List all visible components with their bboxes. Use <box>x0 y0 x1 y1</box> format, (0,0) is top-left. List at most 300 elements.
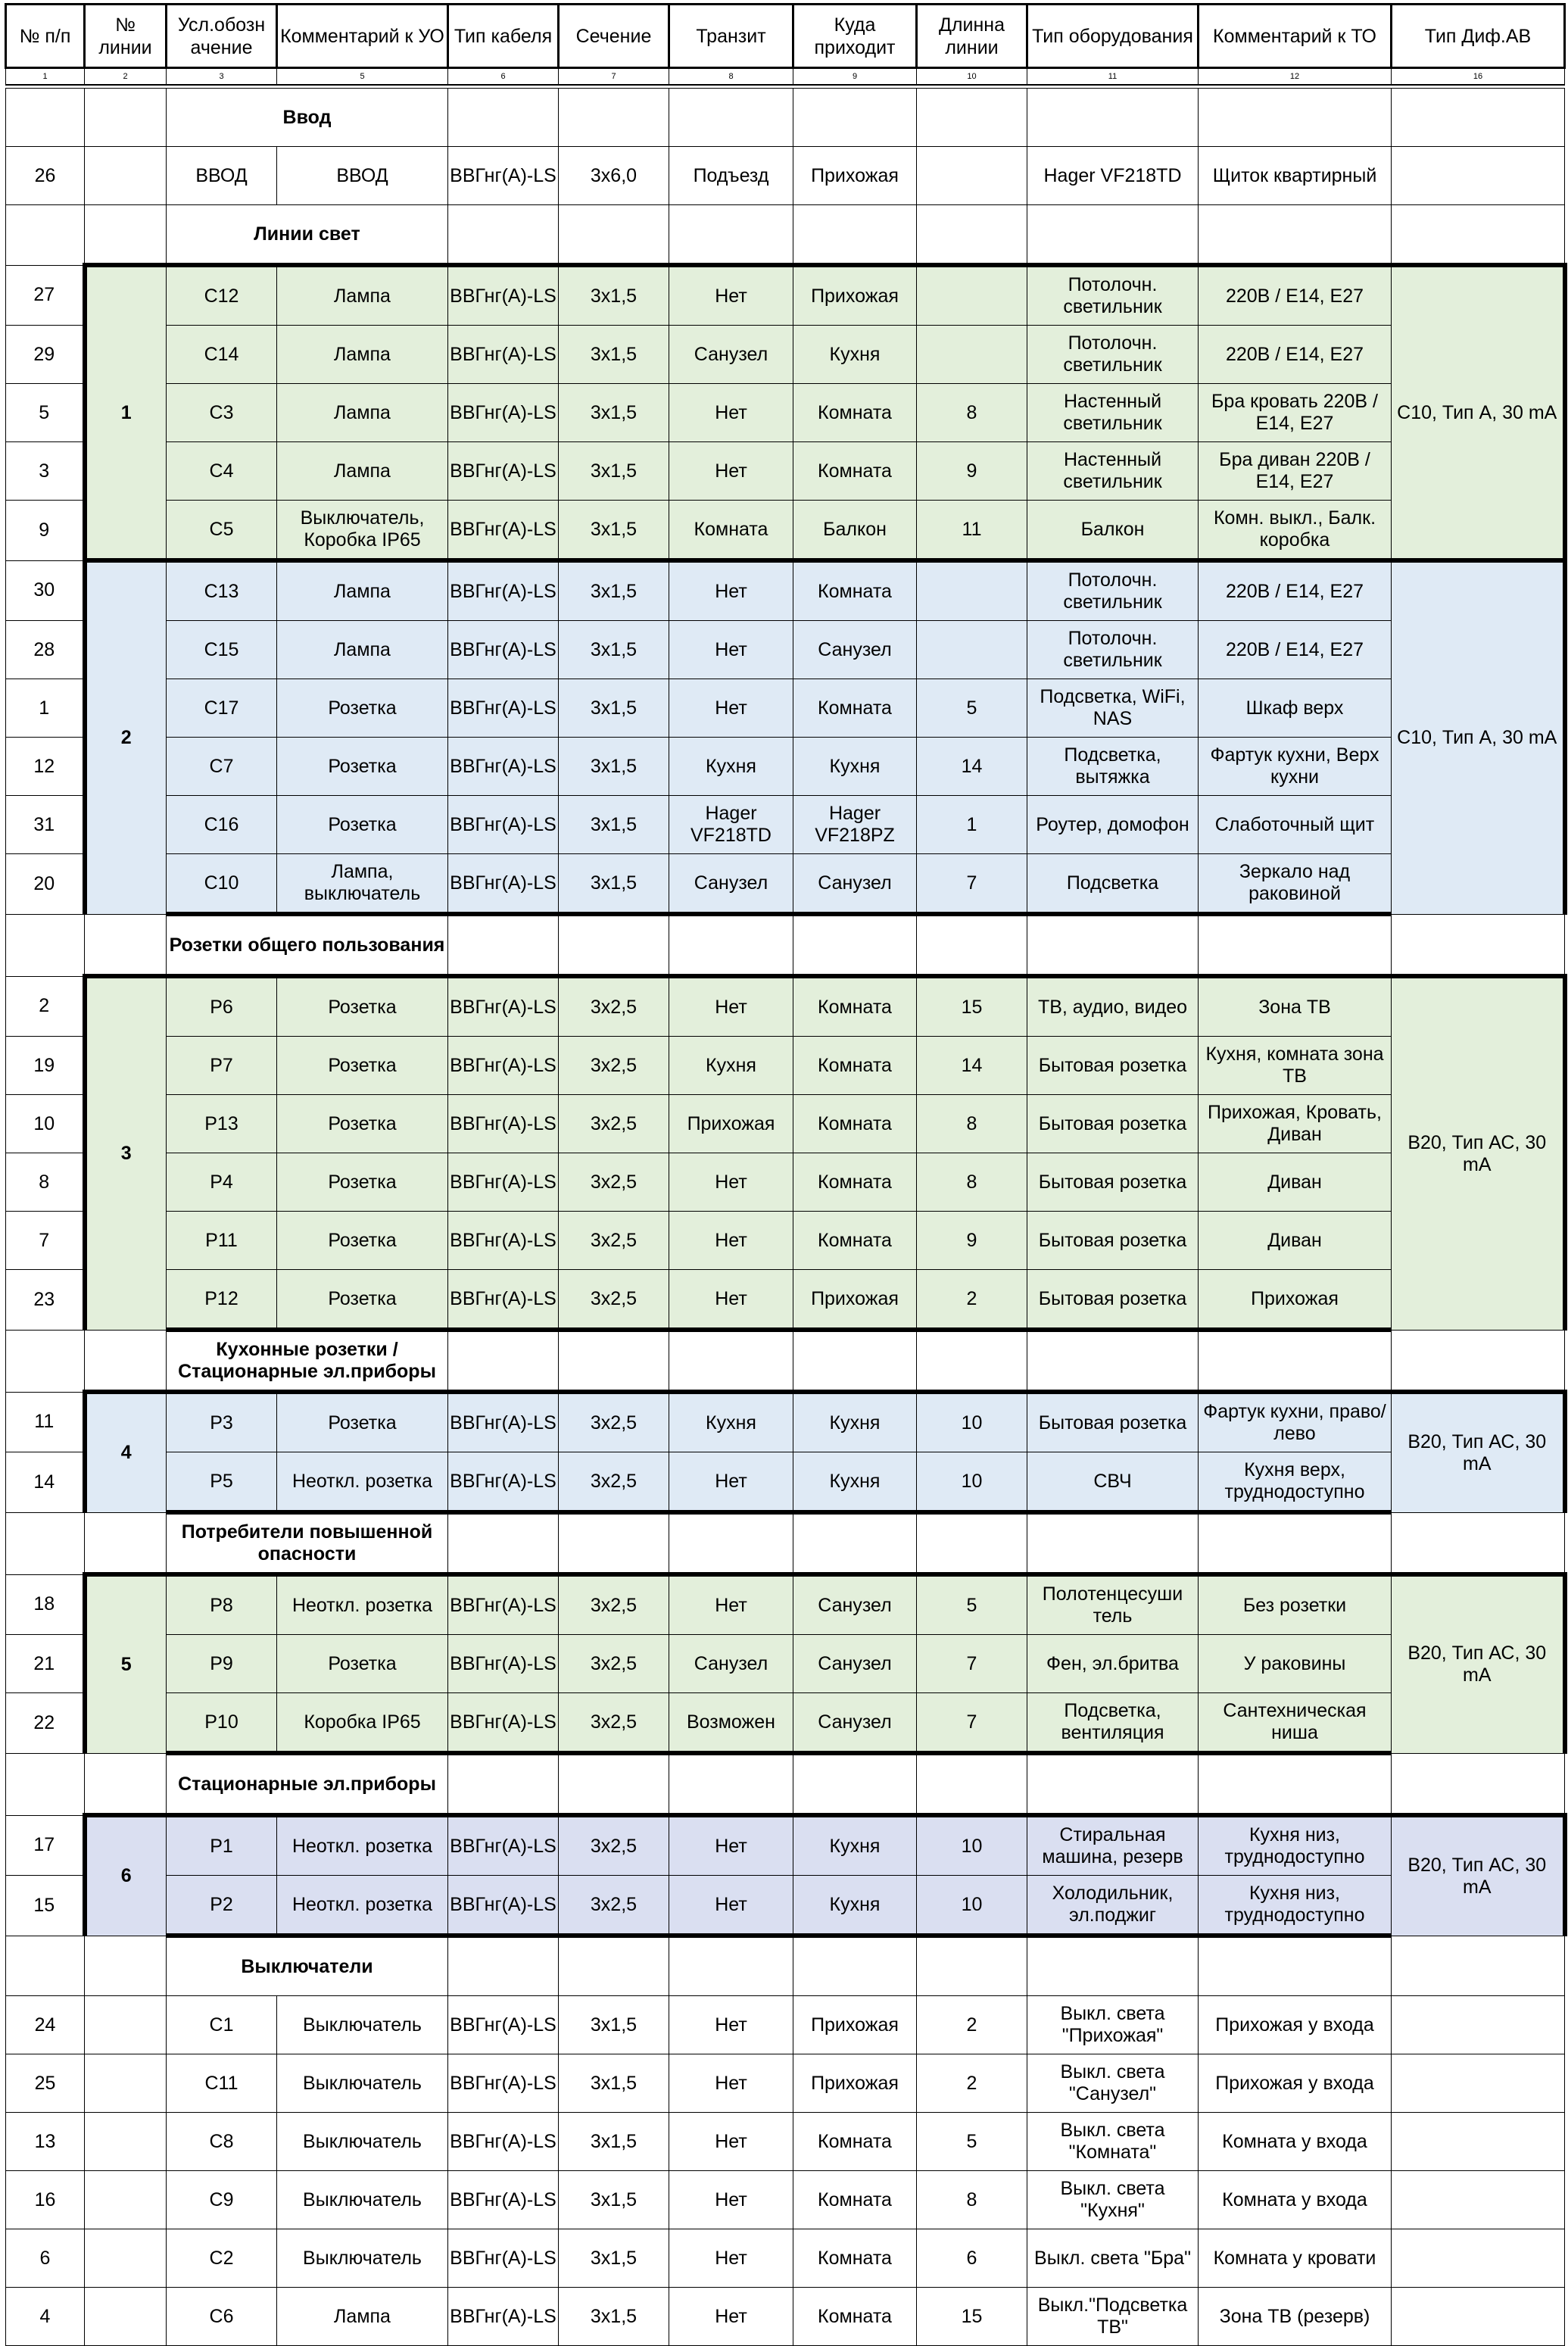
cell-equipment-comment[interactable]: Комната у входа <box>1199 2113 1392 2171</box>
cell-equipment-comment[interactable]: 220В / E14, E27 <box>1199 560 1392 621</box>
cell-equipment[interactable]: Фен, эл.бритва <box>1027 1635 1199 1693</box>
cell-symbol[interactable]: C16 <box>167 796 277 854</box>
cell-symbol[interactable]: P8 <box>167 1574 277 1635</box>
cell-comment[interactable]: Выключатель <box>277 2054 448 2113</box>
cell-comment[interactable]: Выключатель, Коробка IP65 <box>277 501 448 561</box>
cell-transit[interactable]: Нет <box>669 2113 793 2171</box>
cell-number[interactable]: 12 <box>6 738 85 796</box>
cell-destination[interactable]: Комната <box>793 679 917 738</box>
header-cell[interactable]: Тип кабеля <box>448 5 559 68</box>
cell-destination[interactable]: Hager VF218PZ <box>793 796 917 854</box>
cell-equipment-comment[interactable]: Сантехническая ниша <box>1199 1693 1392 1754</box>
cell-section[interactable]: 3х1,5 <box>559 1996 669 2054</box>
cell-transit[interactable]: Нет <box>669 1815 793 1876</box>
cell-equipment[interactable]: Подсветка, WiFi, NAS <box>1027 679 1199 738</box>
cell-cable[interactable]: ВВГнг(А)-LS <box>448 2113 559 2171</box>
cell-destination[interactable]: Кухня <box>793 1452 917 1513</box>
cell-section[interactable]: 3х2,5 <box>559 1815 669 1876</box>
cell-transit[interactable]: Нет <box>669 1153 793 1212</box>
cell-cable[interactable]: ВВГнг(А)-LS <box>448 442 559 501</box>
cell-length[interactable]: 8 <box>917 384 1027 442</box>
cell-rcd-type[interactable]: B20, Тип АС, 30 mA <box>1392 1815 1565 1936</box>
cell-transit[interactable]: Нет <box>669 1876 793 1936</box>
section-title[interactable]: Ввод <box>167 89 448 147</box>
cell-cable[interactable]: ВВГнг(А)-LS <box>448 1815 559 1876</box>
cell-cable[interactable]: ВВГнг(А)-LS <box>448 2171 559 2229</box>
cell-length[interactable] <box>917 326 1027 384</box>
cell-section[interactable]: 3х2,5 <box>559 1574 669 1635</box>
cell-line[interactable] <box>85 147 167 205</box>
cell-destination[interactable]: Санузел <box>793 1693 917 1754</box>
cell-length[interactable]: 1 <box>917 796 1027 854</box>
cell-length[interactable]: 7 <box>917 1635 1027 1693</box>
cell-number[interactable]: 10 <box>6 1095 85 1153</box>
cell-symbol[interactable]: C7 <box>167 738 277 796</box>
cell-equipment-comment[interactable]: Зона ТВ (резерв) <box>1199 2288 1392 2346</box>
line-number[interactable]: 5 <box>85 1574 167 1753</box>
cell-transit[interactable]: Санузел <box>669 854 793 915</box>
cell-comment[interactable]: Розетка <box>277 796 448 854</box>
cell-symbol[interactable]: C4 <box>167 442 277 501</box>
cell-symbol[interactable]: C13 <box>167 560 277 621</box>
cell-equipment-comment[interactable]: Кухня низ, труднодоступно <box>1199 1815 1392 1876</box>
cell-destination[interactable]: Кухня <box>793 326 917 384</box>
line-number[interactable]: 3 <box>85 976 167 1330</box>
cell-symbol[interactable]: C8 <box>167 2113 277 2171</box>
cell-number[interactable]: 24 <box>6 1996 85 2054</box>
cell-destination[interactable]: Прихожая <box>793 147 917 205</box>
cell-transit[interactable]: Нет <box>669 1212 793 1270</box>
cell-section[interactable]: 3х2,5 <box>559 1876 669 1936</box>
cell-equipment[interactable]: Потолочн. светильник <box>1027 621 1199 679</box>
cell-destination[interactable]: Прихожая <box>793 265 917 326</box>
cell-cable[interactable]: ВВГнг(А)-LS <box>448 1635 559 1693</box>
cell-destination[interactable]: Комната <box>793 2113 917 2171</box>
header-cell[interactable]: Тип оборудования <box>1027 5 1199 68</box>
cell-cable[interactable]: ВВГнг(А)-LS <box>448 1996 559 2054</box>
cell-line[interactable] <box>85 2288 167 2346</box>
cell-equipment[interactable]: Hager VF218TD <box>1027 147 1199 205</box>
cell-number[interactable]: 29 <box>6 326 85 384</box>
cell-equipment[interactable]: Выкл. света "Прихожая" <box>1027 1996 1199 2054</box>
cell-length[interactable]: 7 <box>917 854 1027 915</box>
cell-rcd-type[interactable] <box>1392 147 1565 205</box>
cell-cable[interactable]: ВВГнг(А)-LS <box>448 265 559 326</box>
line-number[interactable]: 2 <box>85 560 167 914</box>
cell-equipment-comment[interactable]: Без розетки <box>1199 1574 1392 1635</box>
cell-equipment-comment[interactable]: Щиток квартирный <box>1199 147 1392 205</box>
line-number[interactable]: 6 <box>85 1815 167 1936</box>
cell-number[interactable]: 5 <box>6 384 85 442</box>
cell-cable[interactable]: ВВГнг(А)-LS <box>448 679 559 738</box>
header-cell[interactable]: № линии <box>85 5 167 68</box>
cell-destination[interactable]: Комната <box>793 2171 917 2229</box>
cell-transit[interactable]: Нет <box>669 560 793 621</box>
cell-cable[interactable]: ВВГнг(А)-LS <box>448 384 559 442</box>
cell-symbol[interactable]: P10 <box>167 1693 277 1754</box>
cell-equipment-comment[interactable]: Кухня низ, труднодоступно <box>1199 1876 1392 1936</box>
cell-transit[interactable]: Подъезд <box>669 147 793 205</box>
cell-cable[interactable]: ВВГнг(А)-LS <box>448 1037 559 1095</box>
cell-comment[interactable]: Лампа <box>277 621 448 679</box>
cell-destination[interactable]: Балкон <box>793 501 917 561</box>
cell-equipment-comment[interactable]: Прихожая у входа <box>1199 2054 1392 2113</box>
cell-symbol[interactable]: C3 <box>167 384 277 442</box>
cell-number[interactable]: 19 <box>6 1037 85 1095</box>
cell-transit[interactable]: Нет <box>669 2229 793 2288</box>
cell-number[interactable]: 9 <box>6 501 85 561</box>
cell-comment[interactable]: Лампа <box>277 326 448 384</box>
cell-equipment[interactable]: ТВ, аудио, видео <box>1027 976 1199 1037</box>
cell-cable[interactable]: ВВГнг(А)-LS <box>448 621 559 679</box>
cell-comment[interactable]: Розетка <box>277 1635 448 1693</box>
cell-symbol[interactable]: P5 <box>167 1452 277 1513</box>
cell-comment[interactable]: ВВОД <box>277 147 448 205</box>
cell-section[interactable]: 3х2,5 <box>559 1452 669 1513</box>
cell-number[interactable]: 16 <box>6 2171 85 2229</box>
cell-section[interactable]: 3х1,5 <box>559 384 669 442</box>
cell-destination[interactable]: Кухня <box>793 738 917 796</box>
cell-comment[interactable]: Неоткл. розетка <box>277 1574 448 1635</box>
cell-section[interactable]: 3х1,5 <box>559 560 669 621</box>
cell-symbol[interactable]: C15 <box>167 621 277 679</box>
cell-length[interactable]: 7 <box>917 1693 1027 1754</box>
cell-rcd-type[interactable] <box>1392 2229 1565 2288</box>
cell-transit[interactable]: Комната <box>669 501 793 561</box>
cell-equipment-comment[interactable]: Прихожая, Кровать, Диван <box>1199 1095 1392 1153</box>
cell-equipment[interactable]: Выкл. света "Комната" <box>1027 2113 1199 2171</box>
cell-section[interactable]: 3х6,0 <box>559 147 669 205</box>
cell-cable[interactable]: ВВГнг(А)-LS <box>448 1212 559 1270</box>
cell-length[interactable]: 9 <box>917 1212 1027 1270</box>
cell-number[interactable]: 28 <box>6 621 85 679</box>
cell-length[interactable]: 15 <box>917 976 1027 1037</box>
cell-length[interactable]: 2 <box>917 2054 1027 2113</box>
cell-comment[interactable]: Лампа <box>277 265 448 326</box>
cell-equipment[interactable]: Подсветка, вентиляция <box>1027 1693 1199 1754</box>
cell-cable[interactable]: ВВГнг(А)-LS <box>448 1392 559 1452</box>
cell-transit[interactable]: Нет <box>669 442 793 501</box>
cell-symbol[interactable]: P2 <box>167 1876 277 1936</box>
cell-section[interactable]: 3х1,5 <box>559 679 669 738</box>
cell-destination[interactable]: Прихожая <box>793 2054 917 2113</box>
cell-equipment-comment[interactable]: Шкаф верх <box>1199 679 1392 738</box>
cell-section[interactable]: 3х2,5 <box>559 1212 669 1270</box>
cell-length[interactable]: 2 <box>917 1270 1027 1331</box>
cell-symbol[interactable]: ВВОД <box>167 147 277 205</box>
cell-length[interactable]: 8 <box>917 2171 1027 2229</box>
cell-transit[interactable]: Hager VF218TD <box>669 796 793 854</box>
cell-comment[interactable]: Выключатель <box>277 2113 448 2171</box>
cell-equipment-comment[interactable]: Комната у входа <box>1199 2171 1392 2229</box>
line-number[interactable]: 4 <box>85 1392 167 1512</box>
cell-line[interactable] <box>85 2113 167 2171</box>
cell-destination[interactable]: Кухня <box>793 1815 917 1876</box>
cell-transit[interactable]: Нет <box>669 1270 793 1331</box>
cell-transit[interactable]: Нет <box>669 621 793 679</box>
cell-transit[interactable]: Нет <box>669 265 793 326</box>
cell-number[interactable]: 21 <box>6 1635 85 1693</box>
cell-rcd-type[interactable]: C10, Тип А, 30 mA <box>1392 265 1565 560</box>
cell-symbol[interactable]: C10 <box>167 854 277 915</box>
cell-number[interactable]: 17 <box>6 1815 85 1876</box>
cell-equipment[interactable]: Роутер, домофон <box>1027 796 1199 854</box>
cell-equipment-comment[interactable]: Фартук кухни, право/лево <box>1199 1392 1392 1452</box>
cell-destination[interactable]: Кухня <box>793 1876 917 1936</box>
cell-comment[interactable]: Розетка <box>277 1270 448 1331</box>
header-cell[interactable]: Тип Диф.АВ <box>1392 5 1565 68</box>
cell-equipment-comment[interactable]: Зона ТВ <box>1199 976 1392 1037</box>
cell-length[interactable]: 5 <box>917 2113 1027 2171</box>
cell-equipment[interactable]: Выкл. света "Санузел" <box>1027 2054 1199 2113</box>
header-cell[interactable]: Сечение <box>559 5 669 68</box>
cell-comment[interactable]: Лампа, выключатель <box>277 854 448 915</box>
cell-transit[interactable]: Нет <box>669 384 793 442</box>
cell-section[interactable]: 3х2,5 <box>559 976 669 1037</box>
cell-equipment[interactable]: Выкл. света "Кухня" <box>1027 2171 1199 2229</box>
cell-comment[interactable]: Коробка IP65 <box>277 1693 448 1754</box>
cell-line[interactable] <box>85 1996 167 2054</box>
cell-comment[interactable]: Лампа <box>277 2288 448 2346</box>
cell-cable[interactable]: ВВГнг(А)-LS <box>448 796 559 854</box>
header-cell[interactable]: Комментарий к ТО <box>1199 5 1392 68</box>
cell-cable[interactable]: ВВГнг(А)-LS <box>448 2229 559 2288</box>
cell-transit[interactable]: Прихожая <box>669 1095 793 1153</box>
cell-transit[interactable]: Нет <box>669 679 793 738</box>
cell-comment[interactable]: Розетка <box>277 1153 448 1212</box>
cell-comment[interactable]: Лампа <box>277 384 448 442</box>
cell-cable[interactable]: ВВГнг(А)-LS <box>448 147 559 205</box>
cell-section[interactable]: 3х2,5 <box>559 1270 669 1331</box>
cell-symbol[interactable]: C1 <box>167 1996 277 2054</box>
cell-equipment[interactable]: Выкл. света "Бра" <box>1027 2229 1199 2288</box>
cell-symbol[interactable]: P7 <box>167 1037 277 1095</box>
header-cell[interactable]: Длинна линии <box>917 5 1027 68</box>
cell-destination[interactable]: Комната <box>793 2229 917 2288</box>
cell-equipment[interactable]: Подсветка <box>1027 854 1199 915</box>
cell-equipment-comment[interactable]: Кухня верх, труднодоступно <box>1199 1452 1392 1513</box>
cell-cable[interactable]: ВВГнг(А)-LS <box>448 1270 559 1331</box>
cell-cable[interactable]: ВВГнг(А)-LS <box>448 1452 559 1513</box>
cell-equipment[interactable]: Настенный светильник <box>1027 442 1199 501</box>
cell-comment[interactable]: Неоткл. розетка <box>277 1452 448 1513</box>
cell-number[interactable]: 15 <box>6 1876 85 1936</box>
cell-section[interactable]: 3х2,5 <box>559 1635 669 1693</box>
cell-transit[interactable]: Возможен <box>669 1693 793 1754</box>
cell-transit[interactable]: Кухня <box>669 1037 793 1095</box>
cell-destination[interactable]: Комната <box>793 1153 917 1212</box>
cell-section[interactable]: 3х2,5 <box>559 1392 669 1452</box>
cell-destination[interactable]: Санузел <box>793 854 917 915</box>
cell-section[interactable]: 3х1,5 <box>559 442 669 501</box>
cell-cable[interactable]: ВВГнг(А)-LS <box>448 1574 559 1635</box>
cell-number[interactable]: 30 <box>6 560 85 621</box>
cell-comment[interactable]: Розетка <box>277 679 448 738</box>
section-title[interactable]: Кухонные розетки / Стационарные эл.приборы <box>167 1330 448 1392</box>
cell-destination[interactable]: Комната <box>793 442 917 501</box>
cell-equipment[interactable]: Стиральная машина, резерв <box>1027 1815 1199 1876</box>
section-title[interactable]: Розетки общего пользования <box>167 914 448 976</box>
cell-section[interactable]: 3х2,5 <box>559 1037 669 1095</box>
cell-cable[interactable]: ВВГнг(А)-LS <box>448 1876 559 1936</box>
section-title[interactable]: Потребители повышенной опасности <box>167 1512 448 1574</box>
cell-comment[interactable]: Розетка <box>277 976 448 1037</box>
cell-symbol[interactable]: C17 <box>167 679 277 738</box>
cell-rcd-type[interactable]: B20, Тип АС, 30 mA <box>1392 1574 1565 1753</box>
cell-equipment-comment[interactable]: Фартук кухни, Верх кухни <box>1199 738 1392 796</box>
cell-length[interactable]: 6 <box>917 2229 1027 2288</box>
cell-cable[interactable]: ВВГнг(А)-LS <box>448 2288 559 2346</box>
cell-equipment-comment[interactable]: Прихожая <box>1199 1270 1392 1331</box>
cell-equipment-comment[interactable]: Прихожая у входа <box>1199 1996 1392 2054</box>
cell-transit[interactable]: Нет <box>669 1574 793 1635</box>
cell-length[interactable]: 10 <box>917 1392 1027 1452</box>
cell-equipment[interactable]: Выкл."Подсветка ТВ" <box>1027 2288 1199 2346</box>
cell-number[interactable]: 7 <box>6 1212 85 1270</box>
cell-destination[interactable]: Прихожая <box>793 1996 917 2054</box>
cell-equipment-comment[interactable]: 220В / E14, E27 <box>1199 621 1392 679</box>
cell-destination[interactable]: Комната <box>793 560 917 621</box>
cell-comment[interactable]: Розетка <box>277 1212 448 1270</box>
cell-section[interactable]: 3х1,5 <box>559 2113 669 2171</box>
cell-equipment-comment[interactable]: Бра кровать 220В / E14, E27 <box>1199 384 1392 442</box>
cell-number[interactable]: 13 <box>6 2113 85 2171</box>
cell-cable[interactable]: ВВГнг(А)-LS <box>448 738 559 796</box>
cell-number[interactable]: 4 <box>6 2288 85 2346</box>
cell-equipment-comment[interactable]: Бра диван 220В / E14, E27 <box>1199 442 1392 501</box>
cell-equipment[interactable]: Бытовая розетка <box>1027 1095 1199 1153</box>
cell-cable[interactable]: ВВГнг(А)-LS <box>448 560 559 621</box>
cell-section[interactable]: 3х1,5 <box>559 501 669 561</box>
cell-equipment[interactable]: Бытовая розетка <box>1027 1212 1199 1270</box>
cell-equipment[interactable]: Потолочн. светильник <box>1027 265 1199 326</box>
cell-length[interactable]: 14 <box>917 738 1027 796</box>
cell-destination[interactable]: Комната <box>793 1037 917 1095</box>
cell-comment[interactable]: Неоткл. розетка <box>277 1815 448 1876</box>
cell-rcd-type[interactable] <box>1392 2113 1565 2171</box>
section-title[interactable]: Линии свет <box>167 205 448 266</box>
cell-symbol[interactable]: P1 <box>167 1815 277 1876</box>
cell-rcd-type[interactable]: B20, Тип АС, 30 mA <box>1392 1392 1565 1512</box>
cell-rcd-type[interactable] <box>1392 2054 1565 2113</box>
cell-equipment[interactable]: Бытовая розетка <box>1027 1392 1199 1452</box>
cell-equipment[interactable]: СВЧ <box>1027 1452 1199 1513</box>
cell-symbol[interactable]: C14 <box>167 326 277 384</box>
cell-section[interactable]: 3х1,5 <box>559 2229 669 2288</box>
cell-transit[interactable]: Нет <box>669 2054 793 2113</box>
cell-destination[interactable]: Кухня <box>793 1392 917 1452</box>
cell-number[interactable]: 3 <box>6 442 85 501</box>
header-cell[interactable]: № п/п <box>6 5 85 68</box>
cell-length[interactable] <box>917 621 1027 679</box>
cell-cable[interactable]: ВВГнг(А)-LS <box>448 976 559 1037</box>
cell-number[interactable]: 6 <box>6 2229 85 2288</box>
cell-cable[interactable]: ВВГнг(А)-LS <box>448 854 559 915</box>
cell-transit[interactable]: Кухня <box>669 738 793 796</box>
cell-equipment-comment[interactable]: Комната у кровати <box>1199 2229 1392 2288</box>
cell-equipment-comment[interactable]: 220В / E14, E27 <box>1199 265 1392 326</box>
cell-symbol[interactable]: P3 <box>167 1392 277 1452</box>
cell-symbol[interactable]: P9 <box>167 1635 277 1693</box>
cell-section[interactable]: 3х1,5 <box>559 738 669 796</box>
cell-length[interactable]: 11 <box>917 501 1027 561</box>
cell-line[interactable] <box>85 2054 167 2113</box>
cell-equipment-comment[interactable]: У раковины <box>1199 1635 1392 1693</box>
cell-section[interactable]: 3х2,5 <box>559 1693 669 1754</box>
cell-symbol[interactable]: P12 <box>167 1270 277 1331</box>
cell-comment[interactable]: Лампа <box>277 560 448 621</box>
cell-destination[interactable]: Комната <box>793 1212 917 1270</box>
cell-transit[interactable]: Нет <box>669 1452 793 1513</box>
cell-comment[interactable]: Неоткл. розетка <box>277 1876 448 1936</box>
cell-rcd-type[interactable]: B20, Тип АС, 30 mA <box>1392 976 1565 1330</box>
cell-length[interactable]: 8 <box>917 1153 1027 1212</box>
cell-equipment[interactable]: Подсветка, вытяжка <box>1027 738 1199 796</box>
cell-number[interactable]: 18 <box>6 1574 85 1635</box>
cell-transit[interactable]: Нет <box>669 2288 793 2346</box>
cell-length[interactable]: 5 <box>917 679 1027 738</box>
cell-section[interactable]: 3х2,5 <box>559 1153 669 1212</box>
cell-comment[interactable]: Лампа <box>277 442 448 501</box>
line-number[interactable]: 1 <box>85 265 167 560</box>
cell-transit[interactable]: Нет <box>669 976 793 1037</box>
cell-comment[interactable]: Розетка <box>277 1392 448 1452</box>
cell-equipment[interactable]: Холодильник, эл.поджиг <box>1027 1876 1199 1936</box>
cell-length[interactable]: 15 <box>917 2288 1027 2346</box>
cell-symbol[interactable]: C12 <box>167 265 277 326</box>
cell-rcd-type[interactable] <box>1392 2171 1565 2229</box>
cell-comment[interactable]: Выключатель <box>277 2229 448 2288</box>
cell-equipment-comment[interactable]: Зеркало над раковиной <box>1199 854 1392 915</box>
cell-cable[interactable]: ВВГнг(А)-LS <box>448 2054 559 2113</box>
cell-equipment[interactable]: Бытовая розетка <box>1027 1037 1199 1095</box>
cell-length[interactable]: 8 <box>917 1095 1027 1153</box>
cell-cable[interactable]: ВВГнг(А)-LS <box>448 501 559 561</box>
cell-symbol[interactable]: P13 <box>167 1095 277 1153</box>
cell-equipment[interactable]: Потолочн. светильник <box>1027 326 1199 384</box>
cell-equipment-comment[interactable]: Комн. выкл., Балк. коробка <box>1199 501 1392 561</box>
cell-section[interactable]: 3х1,5 <box>559 796 669 854</box>
header-cell[interactable]: Транзит <box>669 5 793 68</box>
cell-section[interactable]: 3х1,5 <box>559 326 669 384</box>
cell-number[interactable]: 14 <box>6 1452 85 1513</box>
cell-destination[interactable]: Комната <box>793 384 917 442</box>
cell-number[interactable]: 20 <box>6 854 85 915</box>
cell-comment[interactable]: Розетка <box>277 738 448 796</box>
cell-symbol[interactable]: C9 <box>167 2171 277 2229</box>
cell-length[interactable] <box>917 147 1027 205</box>
cell-section[interactable]: 3х1,5 <box>559 2171 669 2229</box>
cell-length[interactable]: 5 <box>917 1574 1027 1635</box>
cell-section[interactable]: 3х1,5 <box>559 621 669 679</box>
cell-destination[interactable]: Санузел <box>793 1574 917 1635</box>
cell-length[interactable] <box>917 560 1027 621</box>
cell-transit[interactable]: Нет <box>669 1996 793 2054</box>
cell-number[interactable]: 23 <box>6 1270 85 1331</box>
cell-equipment[interactable]: Потолочн. светильник <box>1027 560 1199 621</box>
cell-equipment[interactable]: Настенный светильник <box>1027 384 1199 442</box>
cell-number[interactable]: 1 <box>6 679 85 738</box>
cell-equipment[interactable]: Бытовая розетка <box>1027 1153 1199 1212</box>
cell-section[interactable]: 3х2,5 <box>559 1095 669 1153</box>
cell-cable[interactable]: ВВГнг(А)-LS <box>448 326 559 384</box>
cell-transit[interactable]: Нет <box>669 2171 793 2229</box>
cell-comment[interactable]: Розетка <box>277 1095 448 1153</box>
cell-transit[interactable]: Кухня <box>669 1392 793 1452</box>
cell-equipment[interactable]: Балкон <box>1027 501 1199 561</box>
cell-symbol[interactable]: P4 <box>167 1153 277 1212</box>
cell-number[interactable]: 25 <box>6 2054 85 2113</box>
